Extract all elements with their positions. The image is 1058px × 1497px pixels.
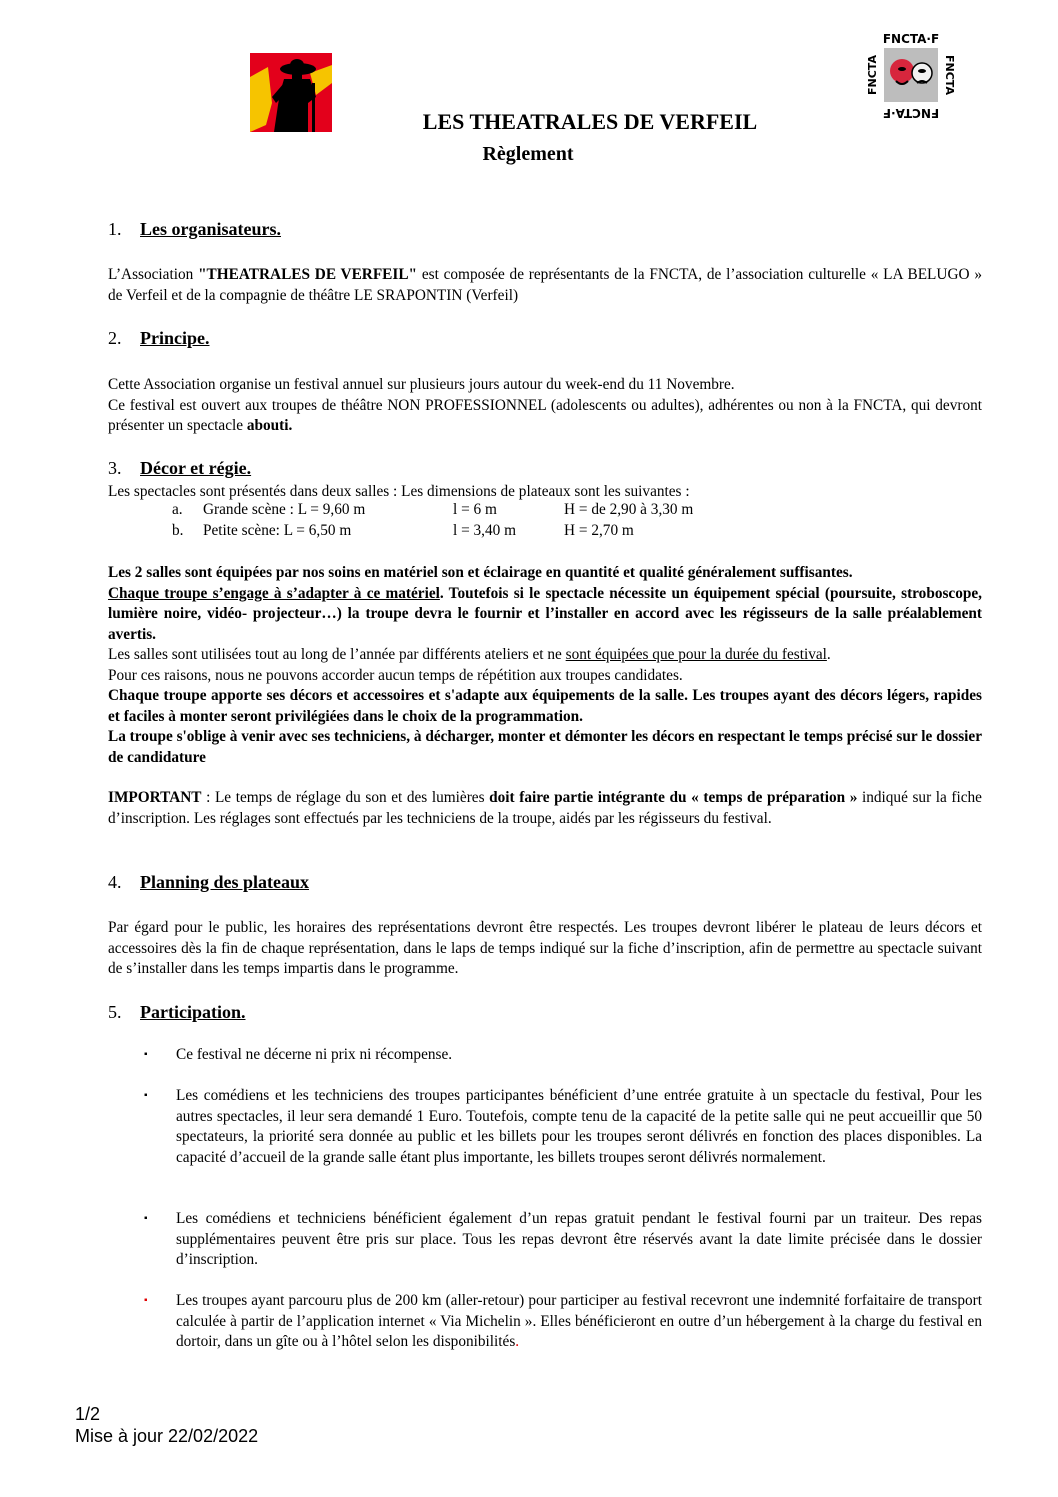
section-number: 1. <box>108 219 122 239</box>
section-2-text <box>108 375 982 437</box>
bullet-icon: ▪ <box>144 1049 148 1060</box>
section-3-intro: Les spectacles sont présentés dans deux salles : Les dimensions de plateaux sont les suivantes : <box>108 483 690 500</box>
stage-row-width: l = 6 m <box>453 501 497 518</box>
section-title: Décor et régie. <box>140 458 252 478</box>
text-run: Ce festival est ouvert aux troupes de théâtre NON PROFESSIONNEL (adolescents ou adultes), adhérentes ou non à la FNCTA, qui devront présenter un spectacle <box>108 396 982 434</box>
list-item: Les comédiens et techniciens bénéficient également d’un repas gratuit pendant le festival fourni par un traiteur. Des repas supplémentaires peuvent être pris sur place. Tous les repas devront être réservés avant la date limite précisée dans le dossier d’inscription. <box>176 1210 982 1268</box>
svg-text:FNCTA·F: FNCTA·F <box>882 106 940 119</box>
paragraph <box>108 645 982 666</box>
important-label: IMPORTANT <box>108 789 202 806</box>
paragraph: La troupe s'oblige à venir avec ses techniciens, à décharger, monter et démonter les décors en respectant le temps précisé sur le dossier de candidature <box>108 728 982 766</box>
update-date: Mise à jour 22/02/2022 <box>75 1426 259 1446</box>
stage-row-height: H = 2,70 m <box>564 522 634 539</box>
text-run-underlined: Chaque troupe s’engage à s’adapter à ce matériel <box>108 584 440 602</box>
important-note <box>108 788 982 829</box>
section-4-heading <box>108 872 309 893</box>
stage-row-name: Grande scène : L = 9,60 m <box>203 501 366 518</box>
svg-text:FNCTA·F: FNCTA·F <box>882 32 940 46</box>
stage-row-width: l = 3,40 m <box>453 522 517 539</box>
text-run: Les salles sont utilisées tout au long de l’année par différents ateliers et ne <box>108 646 566 663</box>
paragraph: Pour ces raisons, nous ne pouvons accorder aucun temps de répétition aux troupes candidates. <box>108 666 683 684</box>
section-title: Les organisateurs. <box>140 219 281 239</box>
paragraph <box>108 584 982 646</box>
text-run: L’Association <box>108 266 199 283</box>
list-item: Les comédiens et les techniciens des troupes participantes bénéficient d’une entrée gratuite à un spectacle du festival, Pour les autres spectacles, il leur sera demandé 1 Euro. Toutefois, compte tenu de la capacité de la petite salle qui ne peut accueillir que 50 spectateurs, la priorité sera donnée au public et les billets pour les troupes seront délivrés en fonction des places disponibles. La capacité d’accueil de la grande salle étant plus importante, les billets troupes seront délivrés normalement. <box>176 1087 982 1166</box>
text-run: Les troupes ayant parcouru plus de 200 km (aller-retour) pour participer au festival recevront une indemnité forfaitaire de transport calculée à partir de l’application internet « Via Michelin ». Elles bénéficieront en outre d’un hébergement à la charge du festival en dortoir, dans un gîte ou à l’hôtel selon les disponibilités <box>176 1292 982 1350</box>
paragraph: Cette Association organise un festival annuel sur plusieurs jours autour du week-end du 11 Novembre. <box>108 376 735 393</box>
section-title: Principe. <box>140 328 210 348</box>
text-run-bold: abouti. <box>246 417 293 434</box>
bullet-icon: ▪ <box>144 1295 148 1306</box>
text-run-underlined: sont équipées que pour la durée du festival <box>565 646 827 663</box>
section-3-rules <box>108 563 982 768</box>
stage-row-name: Petite scène: L = 6,50 m <box>203 522 352 539</box>
text-run: est composée de représentants de la FNCTA, de l’association culturelle « LA BELUGO » de Verfeil et de la compagnie de théâtre LE SRAPONTIN (Verfeil) <box>108 266 982 304</box>
section-1-heading <box>108 219 281 240</box>
list-item: Ce festival ne décerne ni prix ni récompense. <box>176 1046 453 1063</box>
page-number: 1/2 <box>75 1404 101 1424</box>
paragraph: Chaque troupe apporte ses décors et accessoires et s'adapte aux équipements de la salle. Les troupes ayant des décors légers, rapides et faciles à monter seront privilégiées dans le choix de la programmation. <box>108 687 982 725</box>
section-2-heading <box>108 328 210 349</box>
section-4-text: Par égard pour le public, les horaires des représentations devront être respectés. Les troupes devront libérer le plateau de leurs décors et accessoires dès la fin de chaque représentation, dans le laps de temps indiqué sur la fiche d’inscription, afin de permettre au spectacle suivant de s’installer dans les temps impartis dans le programme. <box>108 919 982 977</box>
section-title: Planning des plateaux <box>140 872 310 892</box>
section-3-heading <box>108 458 251 479</box>
text-run: . <box>515 1333 520 1350</box>
stage-row-letter: b. <box>172 522 184 539</box>
fncta-logo <box>866 31 956 119</box>
association-name: "THEATRALES DE VERFEIL" <box>198 266 418 283</box>
page-title: LES THEATRALES DE VERFEIL <box>422 109 758 134</box>
section-number: 2. <box>108 328 122 348</box>
stage-row-height: H = de 2,90 à 3,30 m <box>564 501 694 518</box>
text-run: : Le temps de réglage du son et des lumières <box>201 789 490 806</box>
section-number: 5. <box>108 1002 122 1022</box>
section-5-heading <box>108 1002 246 1023</box>
paragraph: Les 2 salles sont équipées par nos soins en matériel son et éclairage en quantité et qualité généralement suffisantes. <box>108 564 853 581</box>
svg-text:FNCTA: FNCTA <box>943 55 956 95</box>
page-subtitle <box>0 143 1058 166</box>
section-title: Participation. <box>140 1002 246 1022</box>
svg-text:FNCTA: FNCTA <box>866 55 879 95</box>
bullet-icon: ▪ <box>144 1213 148 1224</box>
text-run: . <box>826 646 831 663</box>
text-run: . Toutefois si le spectacle nécessite un équipement spécial (poursuite, stroboscope, lumière noire, vidéo- projecteur…) la troupe devra le fournir et l’installer en accord avec les régisseurs de la salle préalablement avertis. <box>108 584 982 643</box>
stage-row-letter: a. <box>172 501 183 518</box>
bullet-icon: ▪ <box>144 1090 148 1101</box>
section-number: 4. <box>108 872 122 892</box>
section-1-text <box>108 265 982 306</box>
text-run-bold: doit faire partie intégrante du « temps de préparation » <box>489 789 858 806</box>
text-run: indiqué sur la fiche d’inscription. Les réglages sont effectués par les techniciens de la troupe, aidés par les régisseurs du festival. <box>108 789 982 827</box>
list-item <box>176 1291 982 1353</box>
section-number: 3. <box>108 458 122 478</box>
paragraph <box>108 396 982 437</box>
subtitle-text: Règlement <box>482 143 574 165</box>
